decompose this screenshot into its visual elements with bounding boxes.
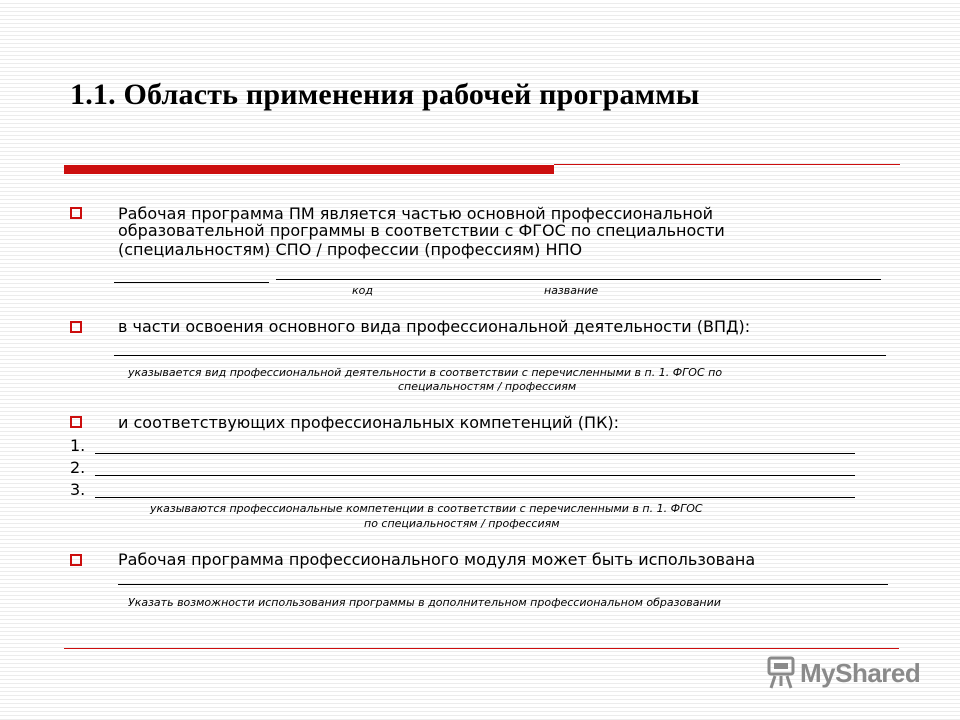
section3-hint1: указываются профессиональные компетенции в соответствии с перечисленными в п. 1. ФГОС [150,502,703,515]
title-red-line [554,164,900,165]
vpd-underline [114,355,886,356]
bullet-square-icon [70,554,82,566]
pk-item-underline [95,497,855,498]
section2-line1: в части освоения основного вида профессиональной деятельности (ВПД): [118,317,751,336]
usage-underline [118,584,888,585]
bullet-square-icon [70,321,82,333]
hint-code: код [352,284,373,297]
bullet-square-icon [70,416,82,428]
section3-hint2: по специальностям / профессиям [364,517,560,530]
section4-line1: Рабочая программа профессионального модуля может быть использована [118,550,756,569]
pk-item-number: 3. [70,480,86,499]
watermark-text: MyShared [800,657,921,688]
section2-hint2: специальностям / профессиям [398,380,577,393]
section4-hint1: Указать возможности использования программы в дополнительном профессиональном образовании [128,596,721,609]
slide-title: 1.1. Область применения рабочей программы [70,78,700,111]
code-underline [114,282,269,283]
hint-name: название [544,284,599,297]
section1-line2: образовательной программы в соответствии с ФГОС по специальности [118,221,725,240]
watermark-logo [766,656,920,690]
projector-icon [766,656,796,690]
pk-item-number: 2. [70,458,86,477]
section1-line3: (специальностям) СПО / профессии (профессиям) НПО [118,240,583,259]
pk-item-number: 1. [70,436,86,455]
pk-item-underline [95,453,855,454]
section1-line1: Рабочая программа ПМ является частью основной профессиональной [118,204,714,223]
section2-hint1: указывается вид профессиональной деятельности в соответствии с перечисленными в п. 1. ФГОС по [128,366,723,379]
bottom-red-line [64,648,899,649]
section3-line1: и соответствующих профессиональных компетенций (ПК): [118,413,620,432]
bullet-square-icon [70,207,82,219]
pk-item-underline [95,475,855,476]
name-underline [276,279,881,280]
title-red-bar [64,165,554,174]
